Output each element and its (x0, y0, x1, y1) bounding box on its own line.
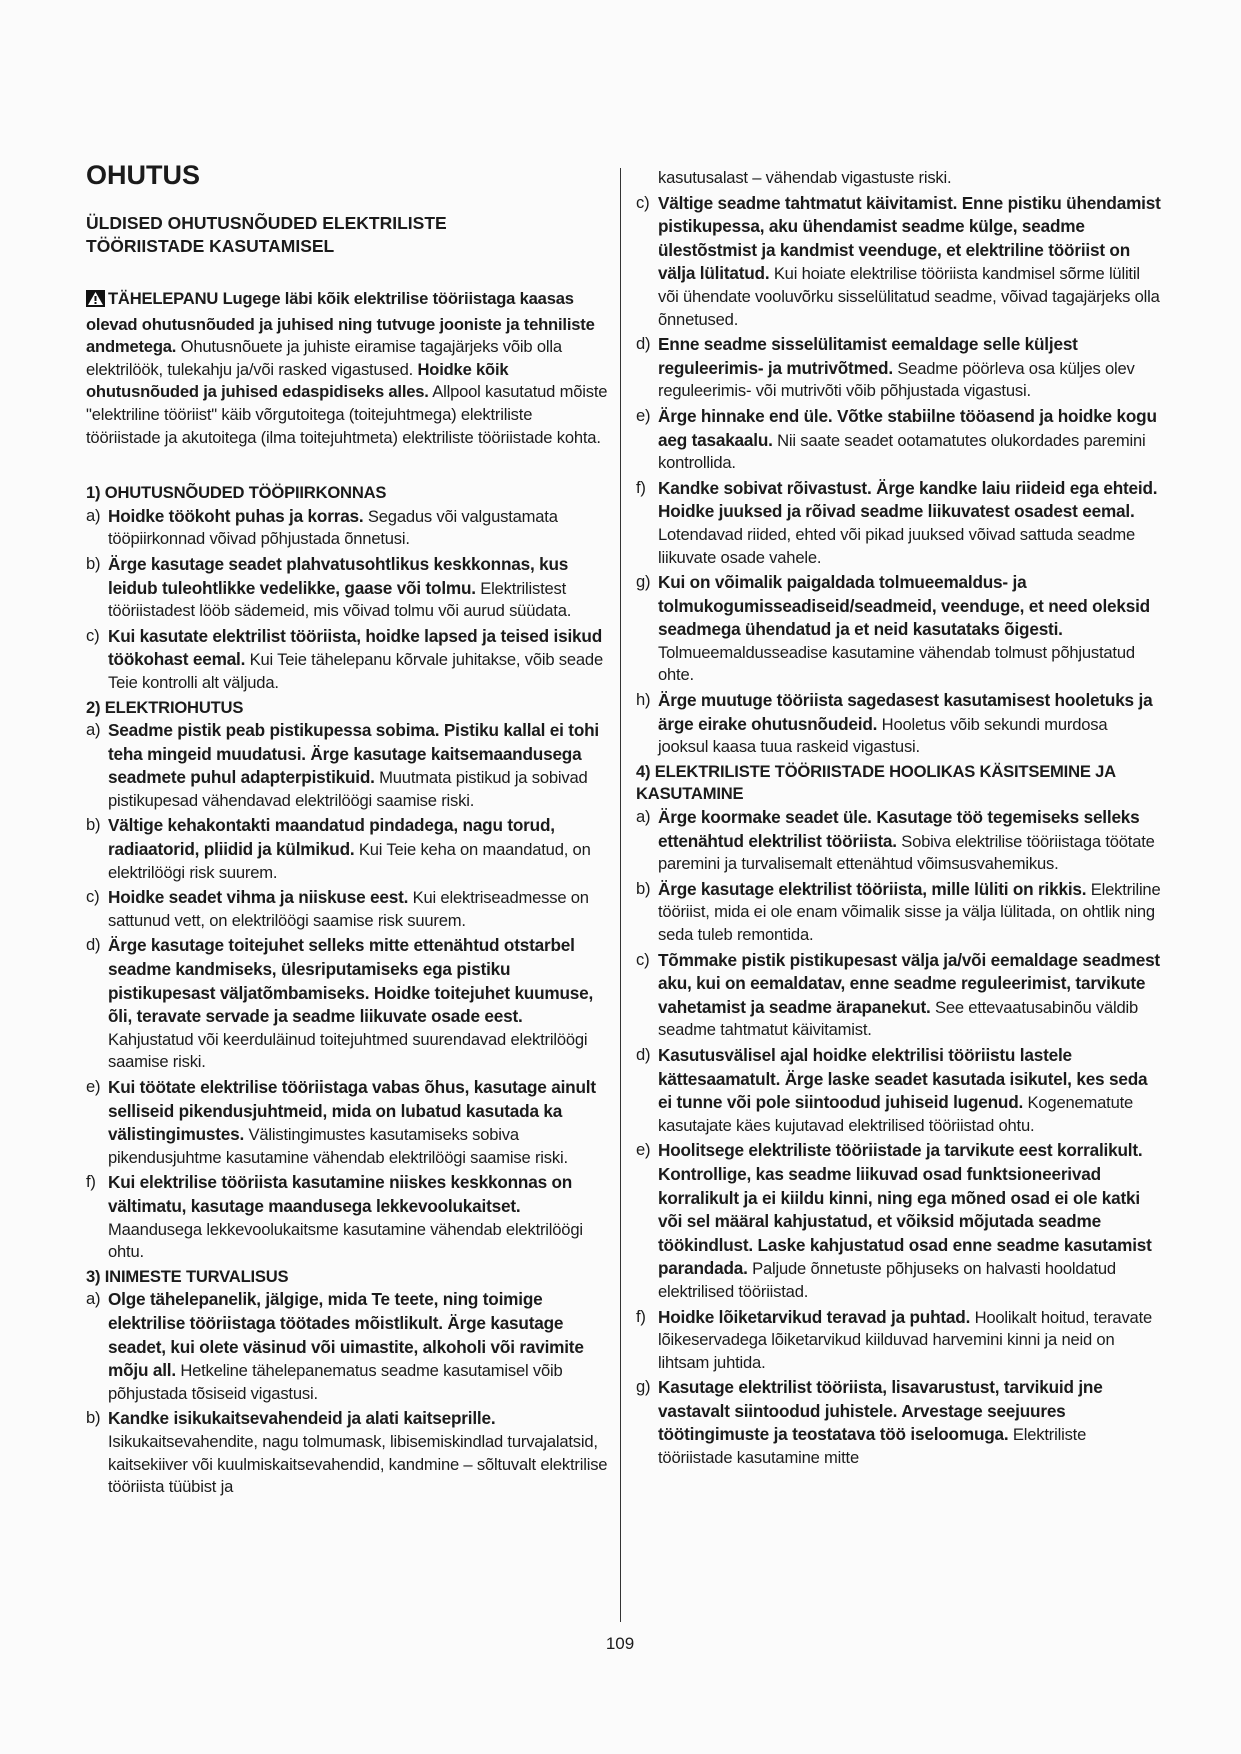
list-item (86, 505, 608, 551)
item-text: Elektrilistest tööriistadest lööb sädemeid, mis võivad tolmu või aurud süüdata. (108, 578, 572, 621)
item-lead: Vältige kehakontakti maandatud pindadega, nagu torud, radiaatorid, pliidid ja külmikud. (108, 815, 555, 860)
item-text: Kui Teie tähelepanu kõrvale juhitakse, võib seade Teie kontrolli alt väljuda. (108, 650, 603, 692)
list-item (86, 934, 608, 1074)
item-label: b) (636, 878, 651, 898)
item-label: c) (636, 192, 650, 212)
list-item (86, 886, 608, 932)
list-item (636, 1139, 1162, 1303)
item-lead: Kui elektrilise tööriista kasutamine niiskes keskkonnas on vältimatu, kasutage maandusega lekkevoolukaitset. (108, 1172, 573, 1216)
item-label: e) (86, 1077, 101, 1096)
item-text: See ettevaatusabinõu väldib seadme tahtmatut käivitamist. (658, 997, 1139, 1040)
list-item (86, 1407, 608, 1498)
item-label: d) (86, 935, 101, 955)
list-item (86, 1076, 608, 1169)
page-number: 109 (605, 1634, 635, 1653)
item-text: Segadus või valgustamata tööpiirkonnad võivad põhjustada õnnetusi. (108, 506, 558, 549)
item-text: Kui Teie keha on maandatud, on elektrilöögi risk suurem. (108, 840, 591, 882)
item-lead: Vältige seadme tahtmatut käivitamist. Enne pistiku ühendamist pistikupessa, aku ühendamist seadme külge, seadme ülestõstmist ja kandmist veenduge, et elektriline tööriist on välja lülitatud. (658, 192, 1161, 284)
list-item (636, 878, 1162, 947)
item-text: Lotendavad riided, ehted või pikad juuksed võivad sattuda seadme liikuvate osade vahele. (658, 524, 1136, 567)
item-lead: Hoidke seadet vihma ja niiskuse eest. (108, 887, 409, 908)
item-label: a) (86, 505, 101, 525)
section-heading-2: 2) ELEKTRIOHUTUS (86, 697, 244, 717)
item-lead: Tõmmake pistik pistikupesast välja ja/või eemaldage seadmest aku, kui on eemaldatav, enne seadme reguleerimist, tarvikute vahetamist ja seadme ärapanekut. (658, 949, 1160, 1017)
item-lead: Seadme pistik peab pistikupessa sobima. Pistiku kallal ei tohi teha mingeid muudatusi. Ärge kasutage kaitsemaandusega seadmete puhul adapterpistikuid. (108, 720, 599, 788)
list-item (636, 571, 1162, 687)
item-lead: Enne seadme sisselülitamist eemaldage selle küljest reguleerimis- ja mutrivõtmed. (658, 334, 1078, 378)
warning-bold-2: Hoidke kõik ohutusnõuded ja juhised edaspidiseks alles. (86, 359, 509, 402)
item-lead: Kui on võimalik paigaldada tolmueemaldus- ja tolmukogumisseadiseid/seadmeid, veenduge, et need oleksid seadmega ühendatud ja et neid kasutataks õigesti. (658, 572, 1150, 640)
item-label: f) (636, 477, 646, 497)
item-lead: Kui kasutate elektrilist tööriista, hoidke lapsed ja teised isikud töökohast eemal. (108, 625, 602, 670)
list-item (636, 806, 1162, 876)
list-item (86, 1288, 608, 1405)
item-text: Hoolikalt hoitud, teravate lõikeservadega lõiketarvikud kiilduvad harvemini kinni ja neid on lihtsam juhtida. (658, 1307, 1153, 1372)
item-lead: Kasutusvälisel ajal hoidke elektrilisi tööriistu lastele kättesaamatult. Ärge laske seadet kasutada isikutel, kes seda ei tunne või pole siintoodud juhiseid lugenud. (658, 1044, 1148, 1113)
item-label: a) (86, 720, 101, 740)
item-label: b) (86, 1408, 101, 1428)
item-label: h) (636, 690, 651, 710)
item-text: Kui hoiate elektrilise tööriista kandmisel sõrme lülitil või ühendate vooluvõrku sisselülitatud seadme, võivad tagajärjeks olla õnnetused. (658, 264, 1160, 329)
list-item (86, 814, 608, 884)
subtitle-line-2: TÖÖRIISTADE KASUTAMISEL (86, 236, 335, 256)
item-label: b) (86, 815, 101, 835)
subtitle-line-1: ÜLDISED OHUTUSNÕUDED ELEKTRILISTE (86, 213, 447, 233)
list-item (86, 1171, 608, 1263)
warning-text-1: Ohutusnõuete ja juhiste eiramise tagajärjeks võib olla elektrilöök, tulekahju ja/või rasked vigastused. (86, 337, 562, 379)
list-item (86, 719, 608, 812)
section-heading-3: 3) INIMESTE TURVALISUS (86, 1266, 289, 1286)
item-lead: Hoidke lõiketarvikud teravad ja puhtad. (658, 1306, 971, 1327)
section-heading-4: 4) ELEKTRILISTE TÖÖRIISTADE HOOLIKAS KÄSITSEMINE JA KASUTAMINE (636, 761, 1116, 804)
item-label: g) (636, 572, 651, 592)
item-text: Seadme pöörleva osa küljes olev reguleerimis- või mutrivõti võib põhjustada vigastusi. (658, 358, 1135, 401)
item-text: Sobiva elektrilise tööriistaga töötate paremini ja turvalisemalt ettenähtud võimsusvahemikus. (658, 831, 1155, 874)
item-label: b) (86, 553, 101, 573)
item-text: Nii saate seadet ootamatutes olukordades paremini kontrollida. (658, 430, 1146, 473)
item-label: e) (636, 1140, 651, 1160)
item-lead: Olge tähelepanelik, jälgige, mida Te teete, ning toimige elektrilise tööriistaga töötades mõistlikult. Ärge kasutage seadet, kui olete väsinud või uimastite, alkoholi või ravimite mõju all. (108, 1289, 584, 1381)
item-lead: Kandke sobivat rõivastust. Ärge kandke laiu riideid ega ehteid. Hoidke juuksed ja rõivad seadme liikuvatest osadest eemal. (658, 477, 1158, 522)
item-label: d) (636, 1044, 651, 1064)
item-text: Hetkeline tähelepanematus seadme kasutamisel võib põhjustada tõsiseid vigastusi. (108, 1361, 563, 1403)
item-lead: Hoidke töökoht puhas ja korras. (108, 505, 364, 526)
item-text: Isikukaitsevahendite, nagu tolmumask, libisemiskindlad turvajalatsid, kaitsekiiver või kuulmiskaitsevahendid, kandmine – sõltuvalt elektrilise tööriista tüübist ja (108, 1431, 608, 1497)
warning-text-2: Allpool kasutatud mõiste "elektriline tööriist" käib võrgutoitega (toitejuhtmega) elektriliste tööriistade ja akutoitega (ilma toitejuhtmeta) elektriliste tööriistade kohta. (86, 382, 608, 447)
section-subtitle (86, 212, 608, 258)
item-lead: Ärge kasutage toitejuhet selleks mitte ettenähtud otstarbel seadme kandmiseks, ülesriputamiseks ega pistiku pistikupesast väljatõmbamiseks. Hoidke toitejuhet kuumuse, õli, teravate servade ja seadme liikuvate osade eest. (108, 935, 594, 1027)
item-text: Välistingimustes kasutamiseks sobiva pikendusjuhtme kasutamine vähendab elektrilöögi saamise riski. (108, 1125, 568, 1167)
item-lead: Kui töötate elektrilise tööriistaga vabas õhus, kasutage ainult selliseid pikendusjuhtmeid, mida on lubatud kasutada ka välistingimustes. (108, 1077, 596, 1145)
item-lead: Ärge koormake seadet üle. Kasutage töö tegemiseks selleks ettenähtud elektrilist tööriista. (658, 807, 1140, 851)
item-text: Paljude õnnetuste põhjuseks on halvasti hooldatud elektrilised tööriistad. (658, 1259, 1116, 1301)
list-item (86, 553, 608, 623)
item-text: Kogenematute kasutajate käes kujutavad elektrilised tööriistad ohtu. (658, 1093, 1134, 1135)
item-text: Kui elektriseadmesse on sattunud vett, on elektrilöögi saamise risk suurem. (108, 888, 589, 930)
list-item (636, 1376, 1162, 1469)
item-text: Hooletus võib sekundi murdosa jooksul kaasa tuua raskeid vigastusi. (658, 714, 1108, 757)
item-text: Muutmata pistikud ja sobivad pistikupesad vähendavad elektrilöögi saamise riski. (108, 768, 588, 810)
list-item-continued (636, 167, 1162, 190)
warning-lead: TÄHELEPANU Lugege läbi kõik elektrilise tööriistaga kaasas olevad ohutusnõuded ja juhised ning tutvuge jooniste ja tehniliste andmetega. (86, 289, 595, 357)
left-column (86, 160, 608, 1501)
item-label: c) (86, 625, 100, 645)
item-label: g) (636, 1377, 651, 1397)
item-label: f) (636, 1306, 646, 1326)
item-text: Maandusega lekkevoolukaitsme kasutamine vähendab elektrilöögi ohtu. (108, 1219, 583, 1262)
item-label: c) (86, 887, 100, 907)
item-lead: Ärge kasutage elektrilist tööriista, mille lüliti on rikkis. (658, 878, 1087, 899)
item-label: a) (636, 807, 651, 827)
section-heading-1: 1) OHUTUSNÕUDED TÖÖPIIRKONNAS (86, 483, 387, 503)
item-lead: Kasutage elektrilist tööriista, lisavarustust, tarvikuid jne vastavalt siintoodud juhistele. Arvestage seejuures töötingimuste ja teostatava töö iseloomuga. (658, 1377, 1103, 1445)
item-lead: Hoolitsege elektriliste tööriistade ja tarvikute eest korralikult. Kontrollige, kas seadme liikuvad osad funktsioneerivad korralikult ja ei kiildu kinni, ning ega mõned osad ei ole katki või sel määral kahjustatud, et võiksid mõjutada seadme töökindlust. Laske kahjustatud osad enne seadme kasutamist parandada. (658, 1140, 1152, 1279)
column-divider (620, 168, 621, 1622)
item-text: Tolmueemaldusseadise kasutamine vähendab tolmust põhjustatud ohte. (658, 642, 1135, 685)
list-item (636, 689, 1162, 759)
right-column (636, 167, 1162, 1472)
list-item (636, 477, 1162, 569)
item-lead: Kandke isikukaitsevahendeid ja alati kaitseprille. (108, 1408, 496, 1429)
list-item (636, 333, 1162, 403)
list-item (636, 192, 1162, 332)
item-label: c) (636, 949, 650, 969)
general-warning (86, 288, 608, 449)
list-item (636, 1306, 1162, 1375)
list-item (636, 1044, 1162, 1137)
item-text: Elektriliste tööriistade kasutamine mitte (658, 1425, 1087, 1468)
list-item (636, 949, 1162, 1042)
item-text: Kahjustatud või keerduläinud toitejuhtmed suurendavad elektrilöögi saamise riski. (108, 1029, 588, 1072)
item-label: a) (86, 1289, 101, 1309)
item-lead: Ärge kasutage seadet plahvatusohtlikus keskkonnas, kus leidub tuleohtlikke vedelikke, gaase või tolmu. (108, 553, 569, 598)
list-item (636, 405, 1162, 475)
warning-triangle-icon (86, 290, 105, 314)
item-lead: Ärge muutuge tööriista sagedasest kasutamisest hooletuks ja ärge eirake ohutusnõudeid. (658, 690, 1153, 734)
item-label: e) (636, 405, 651, 425)
item-label: f) (86, 1172, 96, 1192)
item-label: d) (636, 334, 651, 354)
page-title: OHUTUS (86, 160, 200, 190)
item-text: kasutusalast – vähendab vigastuste riski. (658, 168, 952, 187)
item-lead: Ärge hinnake end üle. Võtke stabiilne tööasend ja hoidke kogu aeg tasakaalu. (658, 405, 1157, 450)
item-text: Elektriline tööriist, mida ei ole enam võimalik sisse ja välja lülitada, on ohtlik ning seda tuleb remontida. (658, 879, 1161, 944)
list-item (86, 625, 608, 695)
